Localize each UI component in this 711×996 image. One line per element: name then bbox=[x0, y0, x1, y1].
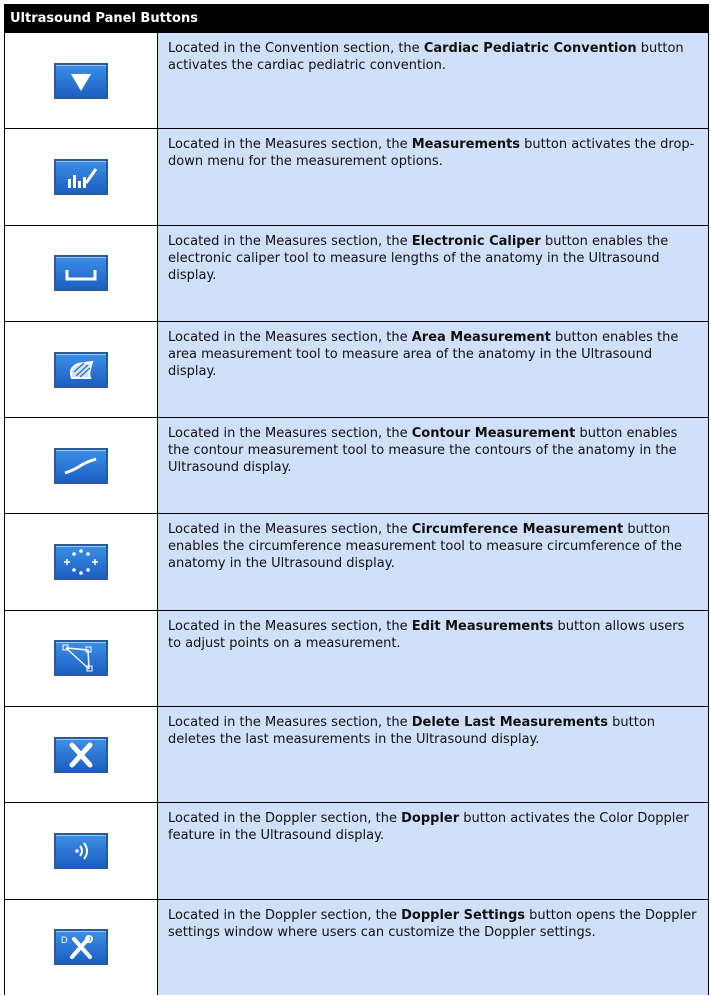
doppler-icon bbox=[54, 833, 108, 869]
table-row bbox=[5, 513, 708, 609]
cardiac-pediatric-convention-icon bbox=[54, 63, 108, 99]
row-description: Located in the Measures section, the Contour Measurement button enables the contour measurement tool to measure the contours of the anatomy in the Ultrasound display. bbox=[158, 418, 708, 513]
contour-measurement-icon bbox=[54, 448, 108, 484]
row-description: Located in the Doppler section, the Doppler button activates the Color Doppler feature in the Ultrasound display. bbox=[158, 803, 708, 898]
measurements-icon bbox=[54, 159, 108, 195]
table-row bbox=[5, 706, 708, 802]
ultrasound-panel-buttons-table bbox=[4, 4, 709, 995]
row-description: Located in the Measures section, the Area Measurement button enables the area measurement tool to measure area of the anatomy in the Ultrasound display. bbox=[158, 322, 708, 417]
circumference-measurement-icon bbox=[54, 544, 108, 580]
table-row bbox=[5, 899, 708, 995]
table-row bbox=[5, 32, 708, 128]
table-row bbox=[5, 802, 708, 898]
row-description: Located in the Measures section, the Edit Measurements button allows users to adjust points on a measurement. bbox=[158, 611, 708, 706]
svg-text:D: D bbox=[61, 935, 68, 946]
table-row bbox=[5, 128, 708, 224]
delete-last-measurements-icon bbox=[54, 737, 108, 773]
doppler-settings-icon bbox=[54, 929, 108, 965]
table-row bbox=[5, 225, 708, 321]
row-description: Located in the Convention section, the Cardiac Pediatric Convention button activates the cardiac pediatric convention. bbox=[158, 33, 708, 128]
area-measurement-icon bbox=[54, 352, 108, 388]
table-row bbox=[5, 417, 708, 513]
row-description: Located in the Measures section, the Measurements button activates the drop-down menu for the measurement options. bbox=[158, 129, 708, 224]
row-description: Located in the Doppler section, the Doppler Settings button opens the Doppler settings window where users can customize the Doppler settings. bbox=[158, 900, 708, 995]
row-description: Located in the Measures section, the Circumference Measurement button enables the circumference measurement tool to measure circumference of the anatomy in the Ultrasound display. bbox=[158, 514, 708, 609]
table-row bbox=[5, 321, 708, 417]
row-description: Located in the Measures section, the Delete Last Measurements button deletes the last measurements in the Ultrasound display. bbox=[158, 707, 708, 802]
electronic-caliper-icon bbox=[54, 255, 108, 291]
edit-measurements-icon bbox=[54, 640, 108, 676]
table-title: Ultrasound Panel Buttons bbox=[5, 5, 708, 32]
table-row bbox=[5, 610, 708, 706]
row-description: Located in the Measures section, the Electronic Caliper button enables the electronic caliper tool to measure lengths of the anatomy in the Ultrasound display. bbox=[158, 226, 708, 321]
